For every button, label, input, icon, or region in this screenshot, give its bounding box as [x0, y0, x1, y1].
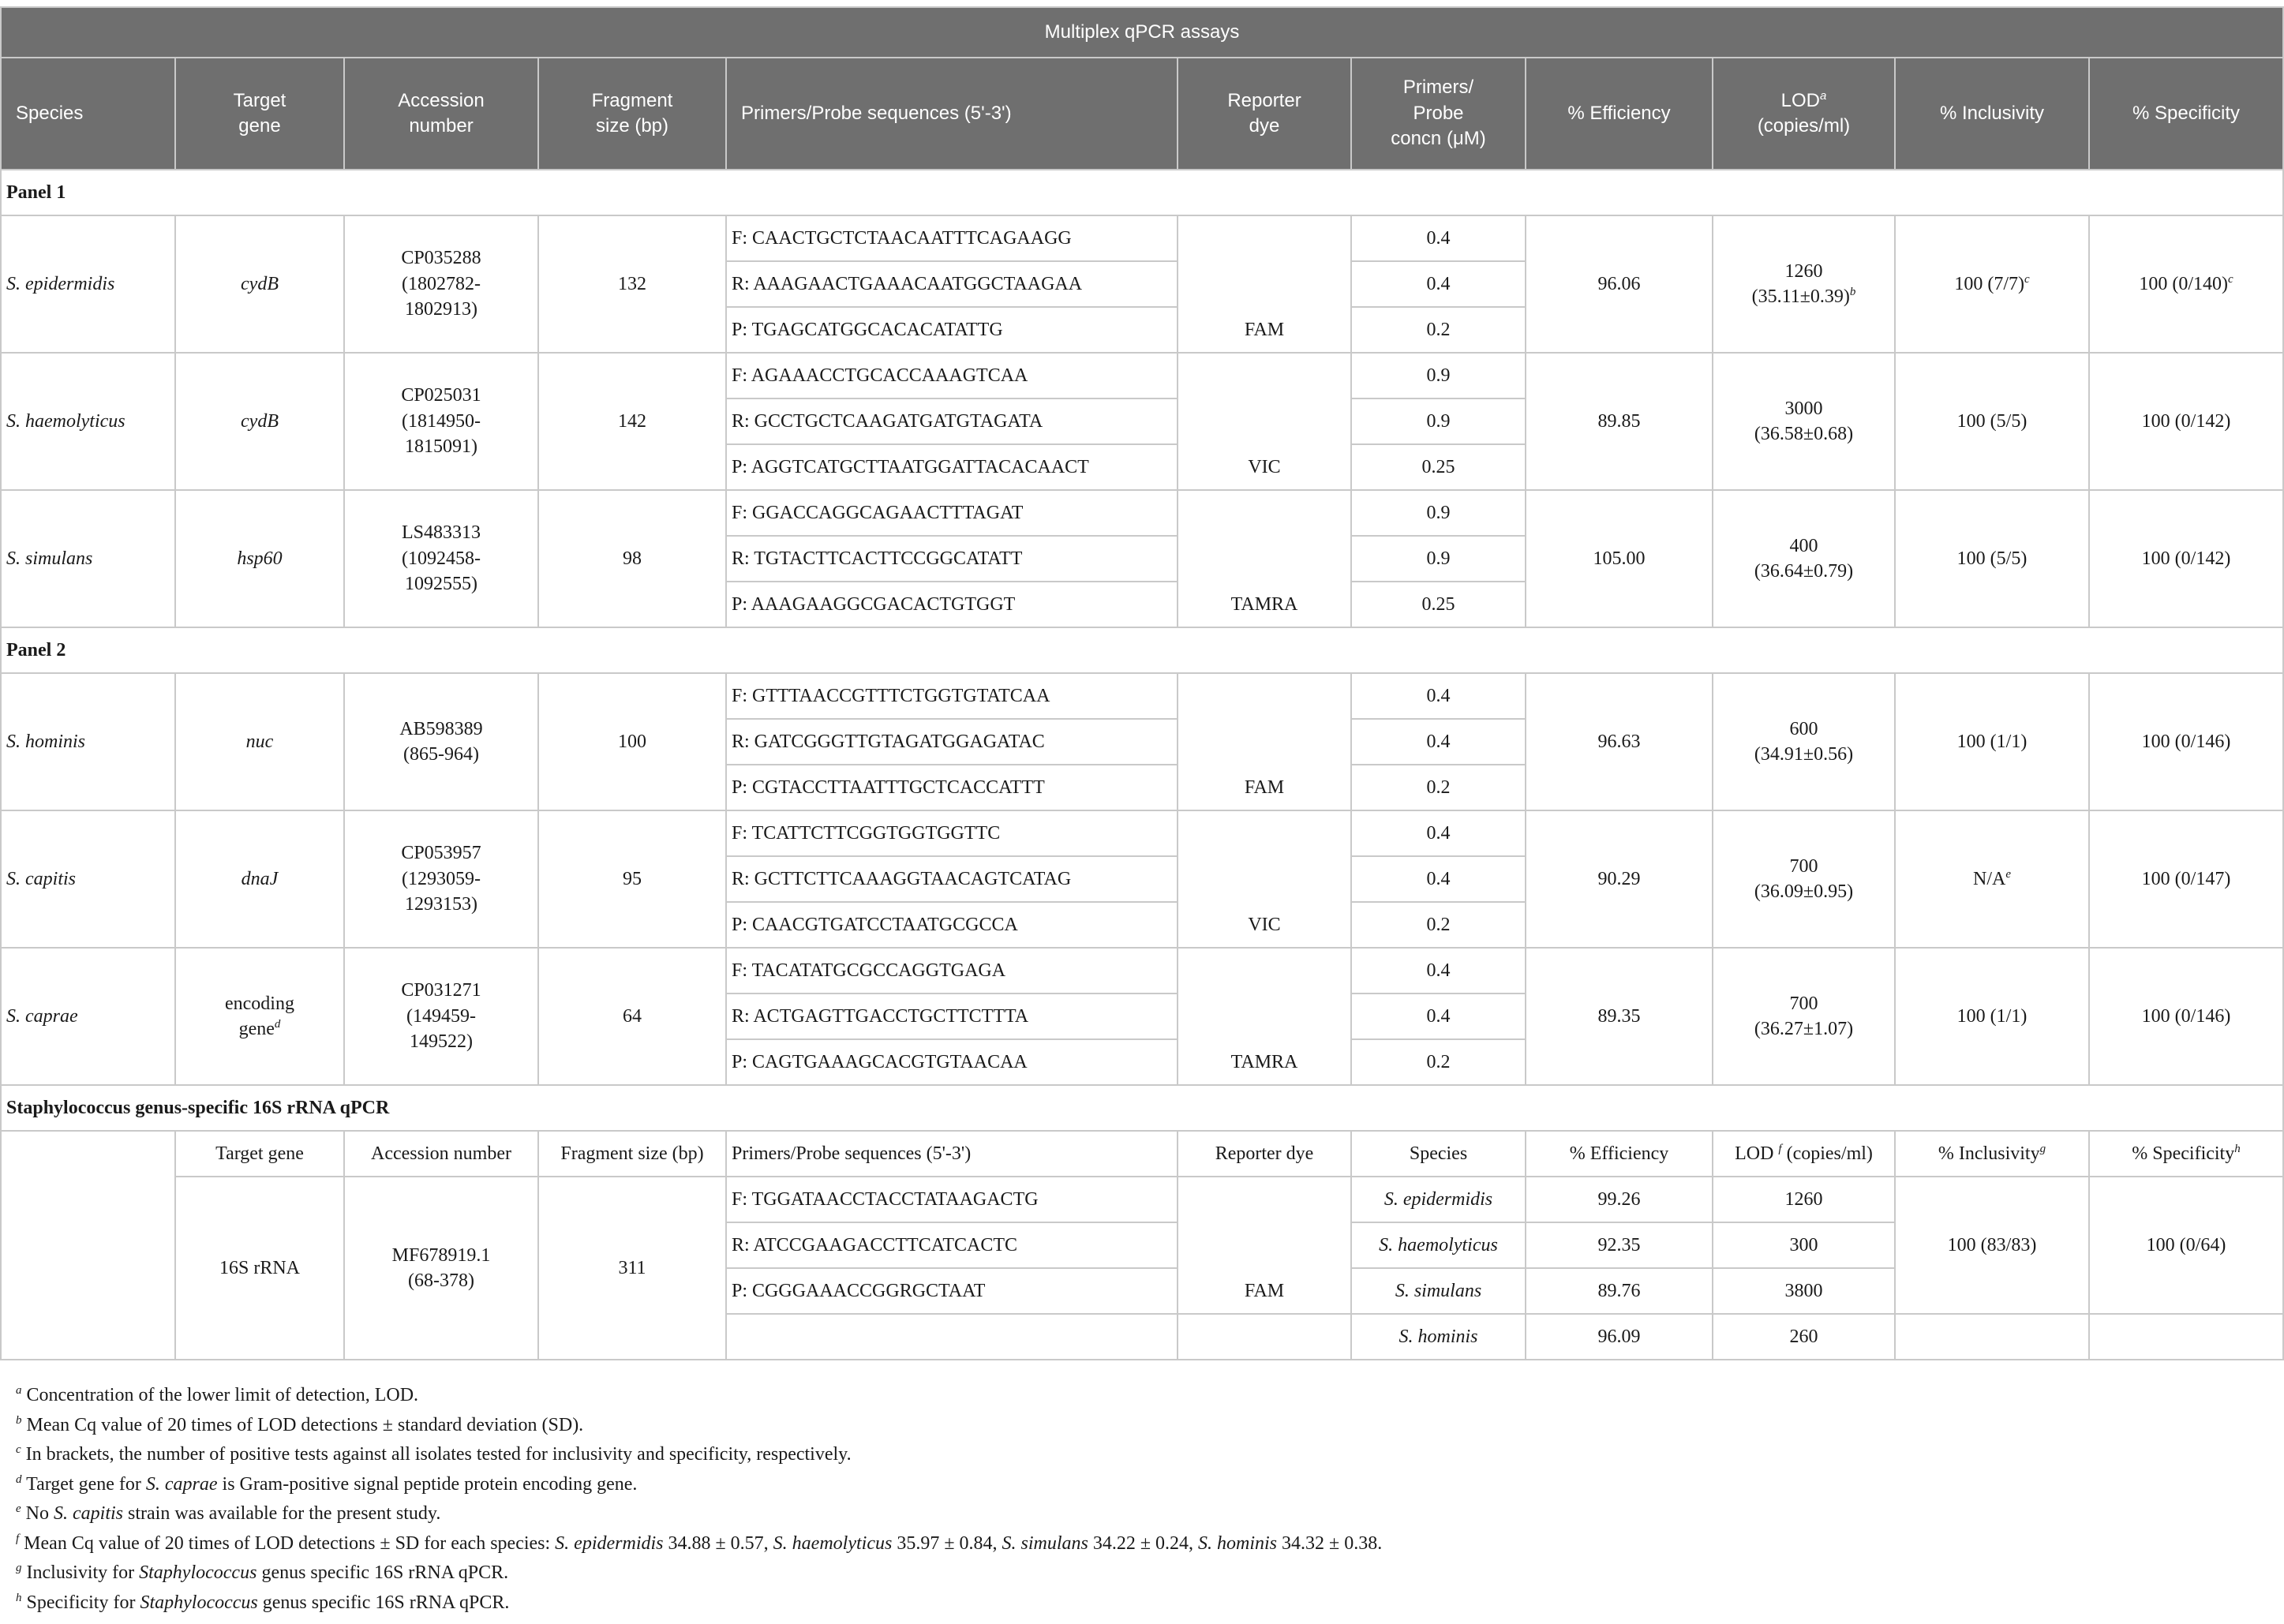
footnote-d: $^d$ Target gene for S. caprae is Gram-positive signal peptide protein encoding gene. — [16, 1472, 638, 1495]
species-row — [1, 353, 2283, 399]
genus-header-efficiency: % Efficiency — [1526, 1131, 1713, 1177]
header-species: Species — [1, 58, 175, 170]
lod-cell: 600 (34.91±0.56) — [1713, 673, 1895, 810]
efficiency-cell: 105.00 — [1526, 490, 1713, 627]
probe-cell: P: CGTACCTTAATTTGCTCACCATTT — [726, 765, 1178, 810]
probe-cell: P: CAACGTGATCCTAATGCGCCA — [726, 902, 1178, 948]
genus-empty-spec — [2089, 1314, 2283, 1360]
footnote-f: $^f$ Mean Cq value of 20 times of LOD detections ± SD for each species: S. epidermidis 34.88 ± 0.57, S. haemolyticus 35.97 ± 0.84, S. simulans 34.22 ± 0.24, S. hominis 34.32 ± 0.38. — [16, 1532, 1383, 1554]
genus-efficiency-4: 96.09 — [1526, 1314, 1713, 1360]
species-row — [1, 215, 2283, 261]
genus-header-lod: LOD $^f$ (copies/ml) — [1713, 1131, 1895, 1177]
probe-cell: P: AGGTCATGCTTAATGGATTACACAACT — [726, 444, 1178, 490]
species-row — [1, 673, 2283, 719]
forward-concn-cell: 0.9 — [1351, 353, 1526, 399]
header-specificity: % Specificity — [2089, 58, 2283, 170]
forward-concn-cell: 0.4 — [1351, 810, 1526, 856]
probe-cell: P: AAAGAAGGCGACACTGTGGT — [726, 582, 1178, 627]
accession-cell: CP025031 (1814950- 1815091) — [344, 353, 538, 490]
genus-header-inclusivity: % Inclusivity$^g$ — [1895, 1131, 2089, 1177]
genus-reverse-primer: R: ATCCGAAGACCTTCATCACTC — [726, 1222, 1178, 1268]
fragment-size-cell: 98 — [538, 490, 726, 627]
reverse-concn-cell: 0.4 — [1351, 261, 1526, 307]
forward-primer-cell: F: GGACCAGGCAGAACTTTAGAT — [726, 490, 1178, 536]
probe-cell: P: TGAGCATGGCACACATATTG — [726, 307, 1178, 353]
forward-concn-cell: 0.4 — [1351, 215, 1526, 261]
genus-empty-incl — [1895, 1314, 2089, 1360]
genus-efficiency-2: 92.35 — [1526, 1222, 1713, 1268]
probe-concn-cell: 0.2 — [1351, 307, 1526, 353]
reporter-dye-cell: VIC — [1178, 810, 1351, 948]
reporter-dye-cell: FAM — [1178, 673, 1351, 810]
probe-concn-cell: 0.2 — [1351, 765, 1526, 810]
genus-lod-4: 260 — [1713, 1314, 1895, 1360]
species-cell: S. epidermidis — [1, 215, 175, 353]
genus-header-dye: Reporter dye — [1178, 1131, 1351, 1177]
forward-concn-cell: 0.9 — [1351, 490, 1526, 536]
footnotes — [16, 1381, 2265, 1618]
species-row — [1, 810, 2283, 856]
header-fragment-size: Fragment size (bp) — [538, 58, 726, 170]
efficiency-cell: 96.06 — [1526, 215, 1713, 353]
probe-concn-cell: 0.2 — [1351, 902, 1526, 948]
genus-header-accession: Accession number — [344, 1131, 538, 1177]
genus-header-specificity: % Specificity$^h$ — [2089, 1131, 2283, 1177]
species-cell: S. caprae — [1, 948, 175, 1085]
genus-header-row — [1, 1131, 2283, 1177]
genus-accession: MF678919.1 (68-378) — [344, 1177, 538, 1360]
genus-efficiency-3: 89.76 — [1526, 1268, 1713, 1314]
species-cell: S. simulans — [1, 490, 175, 627]
genus-empty-primer — [726, 1314, 1178, 1360]
inclusivity-cell: 100 (5/5) — [1895, 490, 2089, 627]
genus-probe: P: CGGGAAACCGGRGCTAAT — [726, 1268, 1178, 1314]
efficiency-cell: 96.63 — [1526, 673, 1713, 810]
accession-cell: AB598389 (865-964) — [344, 673, 538, 810]
reporter-dye-cell: VIC — [1178, 353, 1351, 490]
accession-cell: CP053957 (1293059- 1293153) — [344, 810, 538, 948]
genus-dye: FAM — [1178, 1177, 1351, 1314]
specificity-cell: 100 (0/142) — [2089, 353, 2283, 490]
target-gene-cell: cydB — [175, 353, 344, 490]
reverse-primer-cell: R: GATCGGGTTGTAGATGGAGATAC — [726, 719, 1178, 765]
reverse-concn-cell: 0.4 — [1351, 719, 1526, 765]
efficiency-cell: 90.29 — [1526, 810, 1713, 948]
probe-concn-cell: 0.2 — [1351, 1039, 1526, 1085]
genus-inclusivity: 100 (83/83) — [1895, 1177, 2089, 1314]
forward-primer-cell: F: AGAAACCTGCACCAAAGTCAA — [726, 353, 1178, 399]
target-gene-cell: hsp60 — [175, 490, 344, 627]
species-cell: S. capitis — [1, 810, 175, 948]
genus-species-3: S. simulans — [1351, 1268, 1526, 1314]
target-gene-cell: encoding gene$^d$ — [175, 948, 344, 1085]
genus-header-species: Species — [1351, 1131, 1526, 1177]
probe-cell: P: CAGTGAAAGCACGTGTAACAA — [726, 1039, 1178, 1085]
panel-2-row — [1, 627, 2283, 673]
specificity-cell: 100 (0/147) — [2089, 810, 2283, 948]
species-cell: S. hominis — [1, 673, 175, 810]
genus-row-1 — [1, 1177, 2283, 1222]
footnote-e: $^e$ No S. capitis strain was available for the present study. — [16, 1502, 441, 1524]
probe-concn-cell: 0.25 — [1351, 444, 1526, 490]
genus-header-primers: Primers/Probe sequences (5'-3') — [726, 1131, 1178, 1177]
target-gene-cell: nuc — [175, 673, 344, 810]
genus-empty-cell — [1, 1131, 175, 1360]
reverse-concn-cell: 0.9 — [1351, 399, 1526, 444]
panel-2-label: Panel 2 — [1, 627, 2283, 673]
genus-lod-1: 1260 — [1713, 1177, 1895, 1222]
forward-primer-cell: F: TCATTCTTCGGTGGTGGTTC — [726, 810, 1178, 856]
genus-header-size: Fragment size (bp) — [538, 1131, 726, 1177]
forward-concn-cell: 0.4 — [1351, 948, 1526, 993]
forward-primer-cell: F: GTTTAACCGTTTCTGGTGTATCAA — [726, 673, 1178, 719]
table-header-row — [1, 58, 2283, 170]
genus-lod-2: 300 — [1713, 1222, 1895, 1268]
reverse-primer-cell: R: AAAGAACTGAAACAATGGCTAAGAA — [726, 261, 1178, 307]
reverse-concn-cell: 0.4 — [1351, 856, 1526, 902]
fragment-size-cell: 100 — [538, 673, 726, 810]
species-row — [1, 490, 2283, 536]
footnote-g: $^g$ Inclusivity for Staphylococcus genus specific 16S rRNA qPCR. — [16, 1562, 509, 1583]
panel-1-body — [1, 215, 2283, 627]
genus-species-1: S. epidermidis — [1351, 1177, 1526, 1222]
panel-1-row — [1, 170, 2283, 215]
genus-size: 311 — [538, 1177, 726, 1360]
accession-cell: CP035288 (1802782- 1802913) — [344, 215, 538, 353]
header-concentration: Primers/ Probe concn (μM) — [1351, 58, 1526, 170]
genus-section-row — [1, 1085, 2283, 1131]
accession-cell: CP031271 (149459- 149522) — [344, 948, 538, 1085]
genus-specificity: 100 (0/64) — [2089, 1177, 2283, 1314]
lod-cell: 3000 (36.58±0.68) — [1713, 353, 1895, 490]
efficiency-cell: 89.85 — [1526, 353, 1713, 490]
fragment-size-cell: 142 — [538, 353, 726, 490]
accession-cell: LS483313 (1092458- 1092555) — [344, 490, 538, 627]
inclusivity-cell: 100 (1/1) — [1895, 948, 2089, 1085]
efficiency-cell: 89.35 — [1526, 948, 1713, 1085]
reverse-concn-cell: 0.4 — [1351, 993, 1526, 1039]
genus-section-label: Staphylococcus genus-specific 16S rRNA qPCR — [1, 1085, 2283, 1131]
panel-2-body — [1, 673, 2283, 1085]
reporter-dye-cell: FAM — [1178, 215, 1351, 353]
lod-cell: 1260 $(35.11\pm 0.39)^b$ — [1713, 215, 1895, 353]
target-gene-cell: cydB — [175, 215, 344, 353]
header-primers: Primers/Probe sequences (5'-3') — [726, 58, 1178, 170]
footnote-h: $^h$ Specificity for Staphylococcus genus specific 16S rRNA qPCR. — [16, 1591, 510, 1613]
header-inclusivity: % Inclusivity — [1895, 58, 2089, 170]
genus-efficiency-1: 99.26 — [1526, 1177, 1713, 1222]
inclusivity-cell: 100 (5/5) — [1895, 353, 2089, 490]
fragment-size-cell: 132 — [538, 215, 726, 353]
reporter-dye-cell: TAMRA — [1178, 948, 1351, 1085]
reporter-dye-cell: TAMRA — [1178, 490, 1351, 627]
reverse-primer-cell: R: ACTGAGTTGACCTGCTTCTTTA — [726, 993, 1178, 1039]
reverse-primer-cell: R: GCTTCTTCAAAGGTAACAGTCATAG — [726, 856, 1178, 902]
fragment-size-cell: 64 — [538, 948, 726, 1085]
header-efficiency: % Efficiency — [1526, 58, 1713, 170]
specificity-cell: 100 (0/146) — [2089, 673, 2283, 810]
genus-header-gene: Target gene — [175, 1131, 344, 1177]
genus-forward-primer: F: TGGATAACCTACCTATAAGACTG — [726, 1177, 1178, 1222]
header-reporter-dye: Reporter dye — [1178, 58, 1351, 170]
genus-species-4: S. hominis — [1351, 1314, 1526, 1360]
probe-concn-cell: 0.25 — [1351, 582, 1526, 627]
reverse-primer-cell: R: TGTACTTCACTTCCGGCATATT — [726, 536, 1178, 582]
species-cell: S. haemolyticus — [1, 353, 175, 490]
specificity-cell: 100 (0/142) — [2089, 490, 2283, 627]
header-target-gene: Target gene — [175, 58, 344, 170]
panel-1-label: Panel 1 — [1, 170, 2283, 215]
specificity-cell: 100 $(0/140)^c$ — [2089, 215, 2283, 353]
reverse-primer-cell: R: GCCTGCTCAAGATGATGTAGATA — [726, 399, 1178, 444]
lod-cell: 700 (36.27±1.07) — [1713, 948, 1895, 1085]
table-caption: Multiplex qPCR assays — [1, 7, 2283, 58]
forward-primer-cell: F: CAACTGCTCTAACAATTTCAGAAGG — [726, 215, 1178, 261]
forward-concn-cell: 0.4 — [1351, 673, 1526, 719]
fragment-size-cell: 95 — [538, 810, 726, 948]
forward-primer-cell: F: TACATATGCGCCAGGTGAGA — [726, 948, 1178, 993]
lod-cell: 700 (36.09±0.95) — [1713, 810, 1895, 948]
lod-cell: 400 (36.64±0.79) — [1713, 490, 1895, 627]
footnote-a: $^a$ Concentration of the lower limit of detection, LOD. — [16, 1384, 419, 1405]
footnote-b: $^b$ Mean Cq value of 20 times of LOD detections ± standard deviation (SD). — [16, 1413, 584, 1435]
genus-empty-dye — [1178, 1314, 1351, 1360]
qpcr-assays-table — [0, 6, 2284, 1360]
inclusivity-cell: $N/A^e$ — [1895, 810, 2089, 948]
genus-species-2: S. haemolyticus — [1351, 1222, 1526, 1268]
genus-gene: 16S rRNA — [175, 1177, 344, 1360]
header-lod: LOD$^a$ (copies/ml) — [1713, 58, 1895, 170]
footnote-c: $^c$ In brackets, the number of positive tests against all isolates tested for inclusivity and specificity, respectively. — [16, 1443, 852, 1465]
inclusivity-cell: 100 (1/1) — [1895, 673, 2089, 810]
inclusivity-cell: 100 $(7/7)^c$ — [1895, 215, 2089, 353]
reverse-concn-cell: 0.9 — [1351, 536, 1526, 582]
specificity-cell: 100 (0/146) — [2089, 948, 2283, 1085]
species-row — [1, 948, 2283, 993]
target-gene-cell: dnaJ — [175, 810, 344, 948]
genus-lod-3: 3800 — [1713, 1268, 1895, 1314]
header-accession: Accession number — [344, 58, 538, 170]
